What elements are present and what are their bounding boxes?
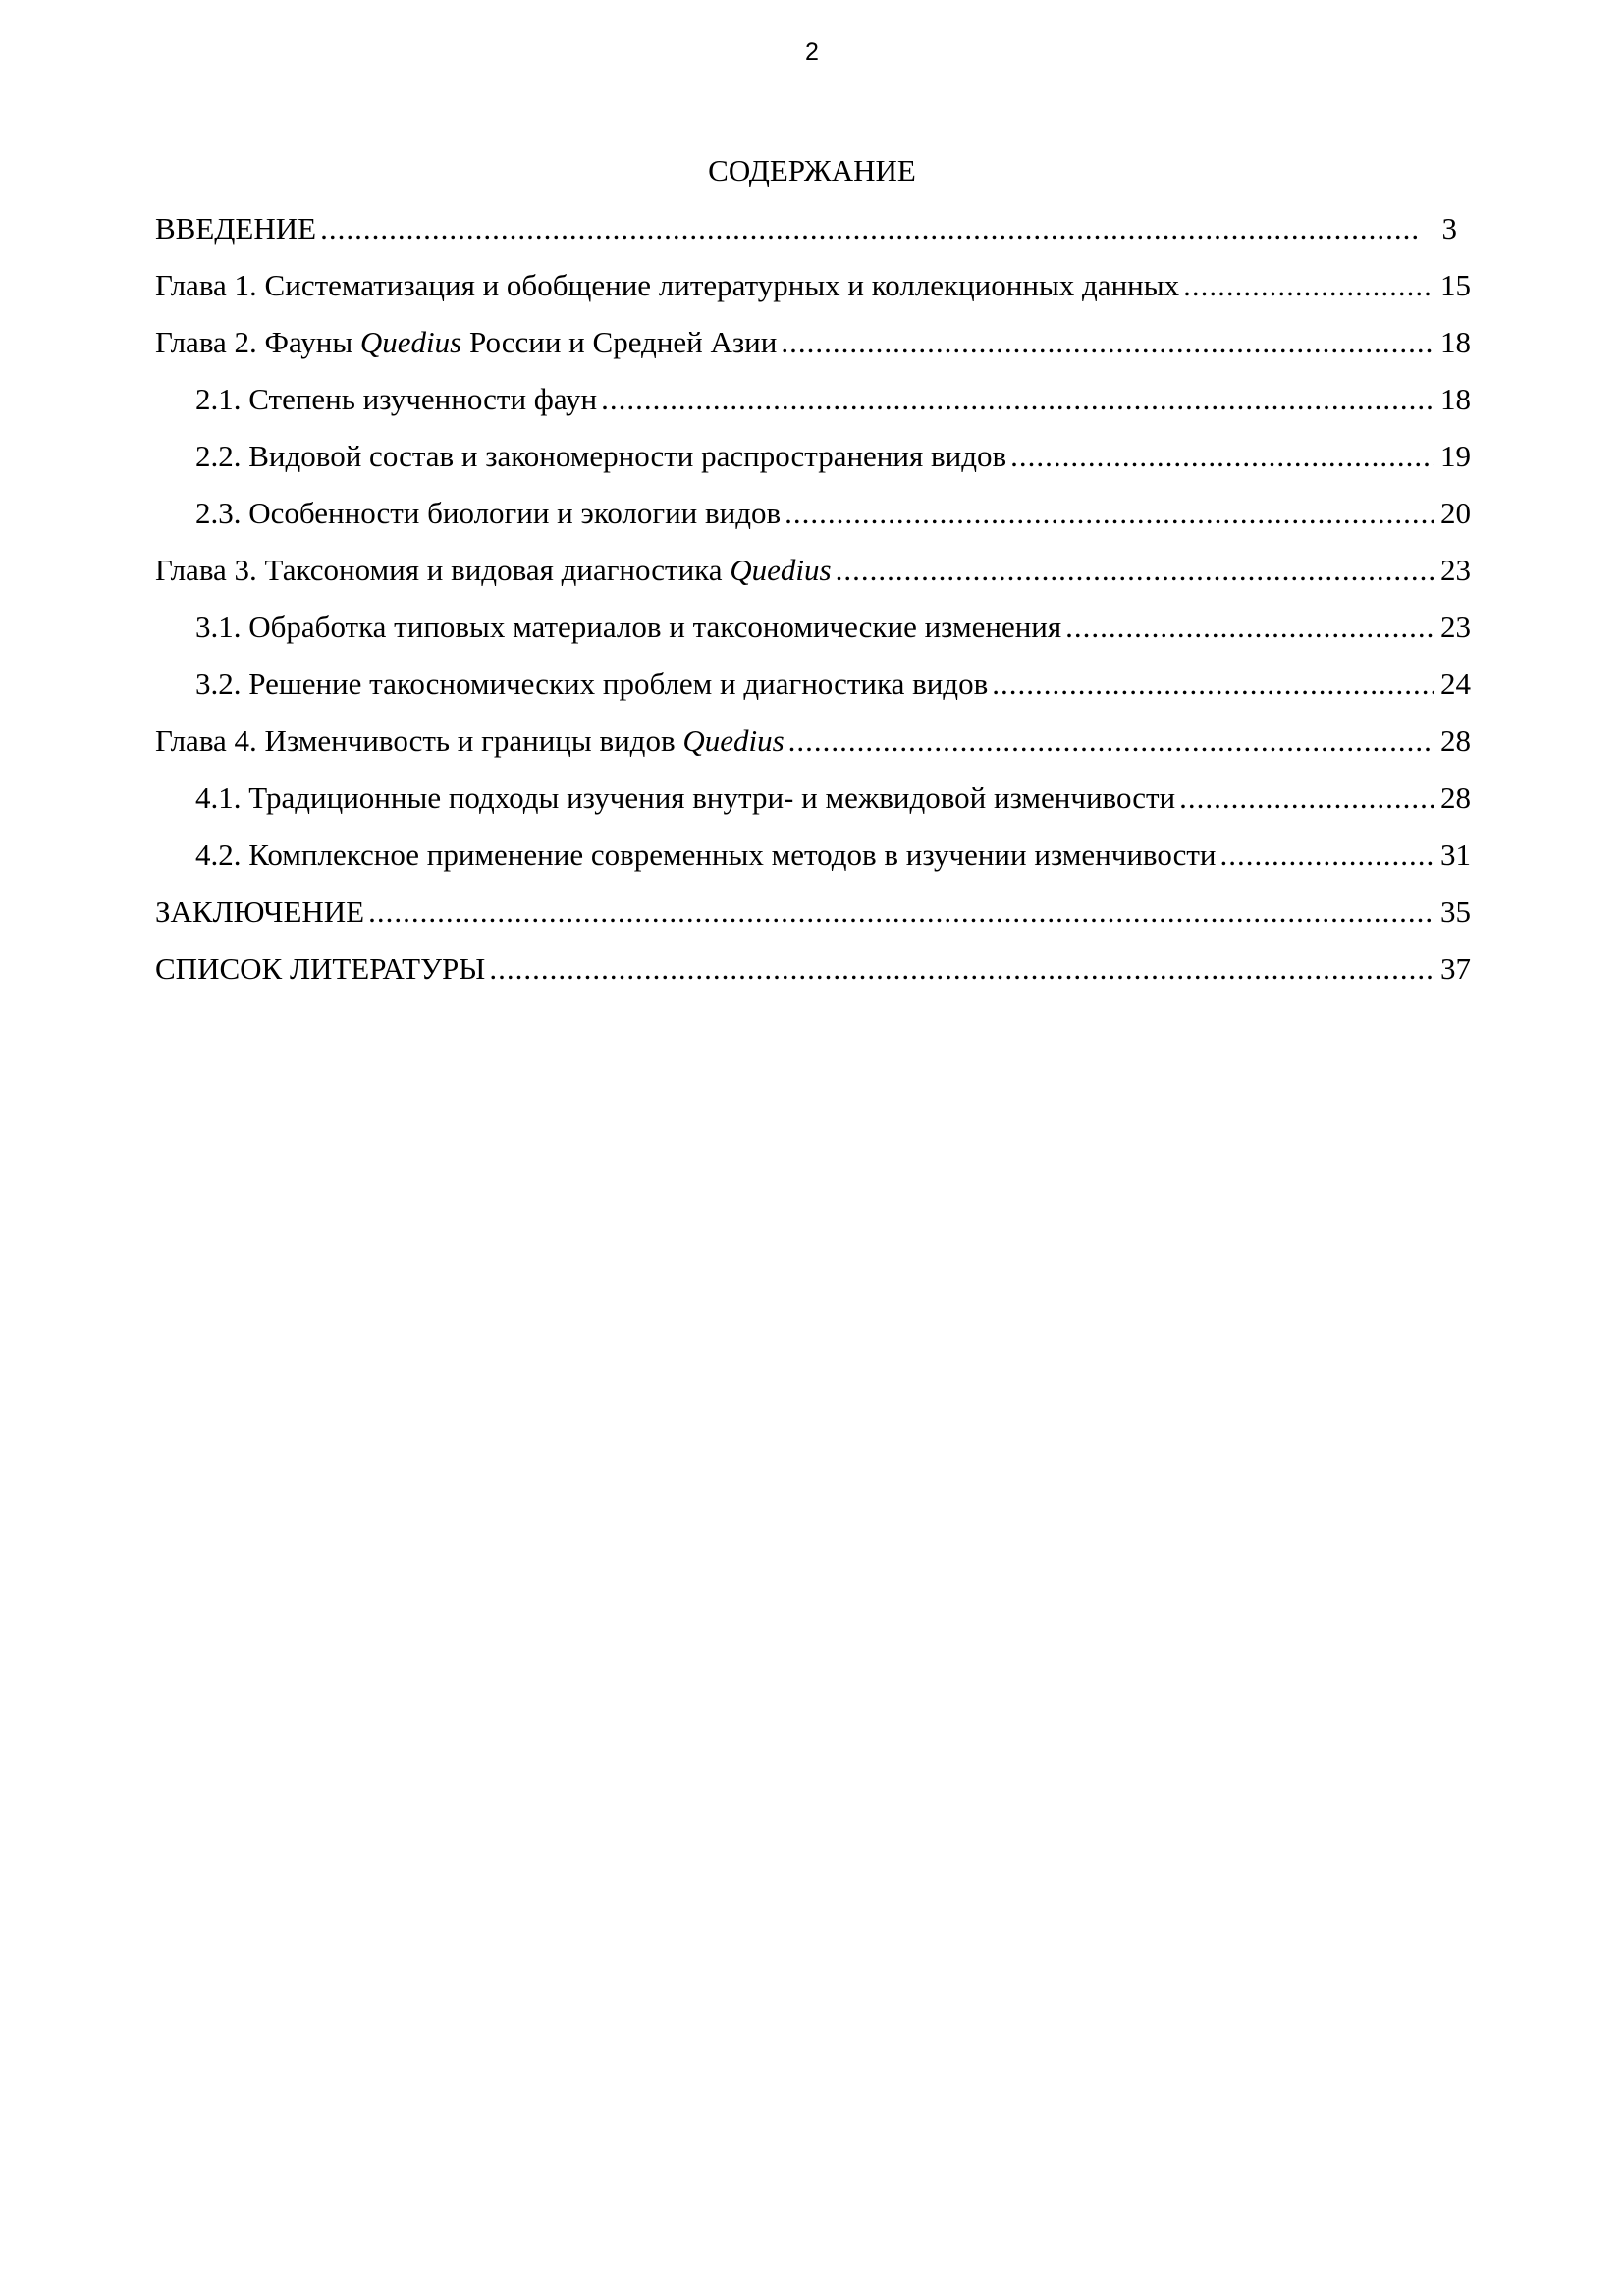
toc-entry-label: Глава 3. Таксономия и видовая диагностика Quedius bbox=[155, 553, 832, 587]
toc-entry-label: 4.2. Комплексное применение современных методов в изучении изменчивости bbox=[195, 837, 1217, 872]
toc-entry-section-3-1[interactable] bbox=[155, 609, 1471, 666]
toc-leader-dots bbox=[320, 210, 1420, 247]
toc-entry-page: 18 bbox=[1440, 325, 1471, 359]
toc-entry-page: 28 bbox=[1440, 780, 1471, 815]
toc-entry-section-2-3[interactable] bbox=[155, 495, 1471, 552]
toc-entry-label: ЗАКЛЮЧЕНИЕ bbox=[155, 894, 365, 929]
toc-entry-section-4-1[interactable] bbox=[155, 779, 1471, 836]
toc-entry-label: Глава 1. Систематизация и обобщение литературных и коллекционных данных bbox=[155, 268, 1180, 302]
toc-entry-introduction[interactable] bbox=[155, 210, 1471, 267]
toc-entry-page: 19 bbox=[1440, 439, 1471, 473]
toc-entry-label: 2.2. Видовой состав и закономерности распространения видов bbox=[195, 439, 1007, 473]
toc-entry-page: 20 bbox=[1440, 496, 1471, 530]
toc-leader-dots bbox=[1065, 609, 1434, 646]
toc-entry-page: 35 bbox=[1440, 894, 1471, 929]
toc-leader-dots bbox=[788, 722, 1434, 760]
toc-entry-label: 3.2. Решение такосномических проблем и диагностика видов bbox=[195, 667, 989, 701]
toc-entry-section-2-2[interactable] bbox=[155, 438, 1471, 495]
toc-entry-page: 18 bbox=[1440, 382, 1471, 416]
toc-entry-label: 2.1. Степень изученности фаун bbox=[195, 382, 598, 416]
page-number: 2 bbox=[805, 38, 819, 66]
toc-title: СОДЕРЖАНИЕ bbox=[708, 153, 916, 187]
toc-leader-dots bbox=[1179, 779, 1434, 817]
toc-entry-label: ВВЕДЕНИЕ bbox=[155, 211, 317, 245]
toc-entry-page: 23 bbox=[1440, 610, 1471, 644]
toc-entry-chapter-2[interactable] bbox=[155, 324, 1471, 381]
table-of-contents bbox=[155, 210, 1471, 1007]
toc-entry-label: Глава 2. Фауны Quedius России и Средней Азии bbox=[155, 325, 778, 359]
toc-leader-dots bbox=[489, 950, 1434, 988]
toc-entry-conclusion[interactable] bbox=[155, 893, 1471, 950]
toc-entry-chapter-3[interactable] bbox=[155, 552, 1471, 609]
toc-leader-dots bbox=[368, 893, 1434, 931]
toc-leader-dots bbox=[1220, 836, 1435, 874]
toc-leader-dots bbox=[601, 381, 1434, 418]
toc-entry-page: 28 bbox=[1440, 723, 1471, 758]
toc-leader-dots bbox=[992, 666, 1434, 703]
toc-entry-page: 37 bbox=[1440, 951, 1471, 986]
toc-leader-dots bbox=[785, 495, 1434, 532]
toc-entry-page: 23 bbox=[1440, 553, 1471, 587]
toc-leader-dots bbox=[1183, 267, 1434, 304]
toc-leader-dots bbox=[836, 552, 1434, 589]
toc-entry-page: 3 bbox=[1441, 211, 1457, 245]
toc-entry-section-3-2[interactable] bbox=[155, 666, 1471, 722]
toc-entry-label: 3.1. Обработка типовых материалов и таксономические изменения bbox=[195, 610, 1062, 644]
toc-entry-page: 31 bbox=[1440, 837, 1471, 872]
toc-entry-section-2-1[interactable] bbox=[155, 381, 1471, 438]
toc-entry-chapter-1[interactable] bbox=[155, 267, 1471, 324]
toc-entry-references[interactable] bbox=[155, 950, 1471, 1007]
toc-entry-page: 15 bbox=[1440, 268, 1471, 302]
toc-entry-section-4-2[interactable] bbox=[155, 836, 1471, 893]
toc-entry-label: 4.1. Традиционные подходы изучения внутри- и межвидовой изменчивости bbox=[195, 780, 1176, 815]
toc-entry-label: СПИСОК ЛИТЕРАТУРЫ bbox=[155, 951, 486, 986]
toc-entry-label: Глава 4. Изменчивость и границы видов Quedius bbox=[155, 723, 785, 758]
toc-leader-dots bbox=[1010, 438, 1434, 475]
toc-leader-dots bbox=[781, 324, 1434, 361]
toc-entry-chapter-4[interactable] bbox=[155, 722, 1471, 779]
toc-entry-label: 2.3. Особенности биологии и экологии видов bbox=[195, 496, 782, 530]
toc-entry-page: 24 bbox=[1440, 667, 1471, 701]
